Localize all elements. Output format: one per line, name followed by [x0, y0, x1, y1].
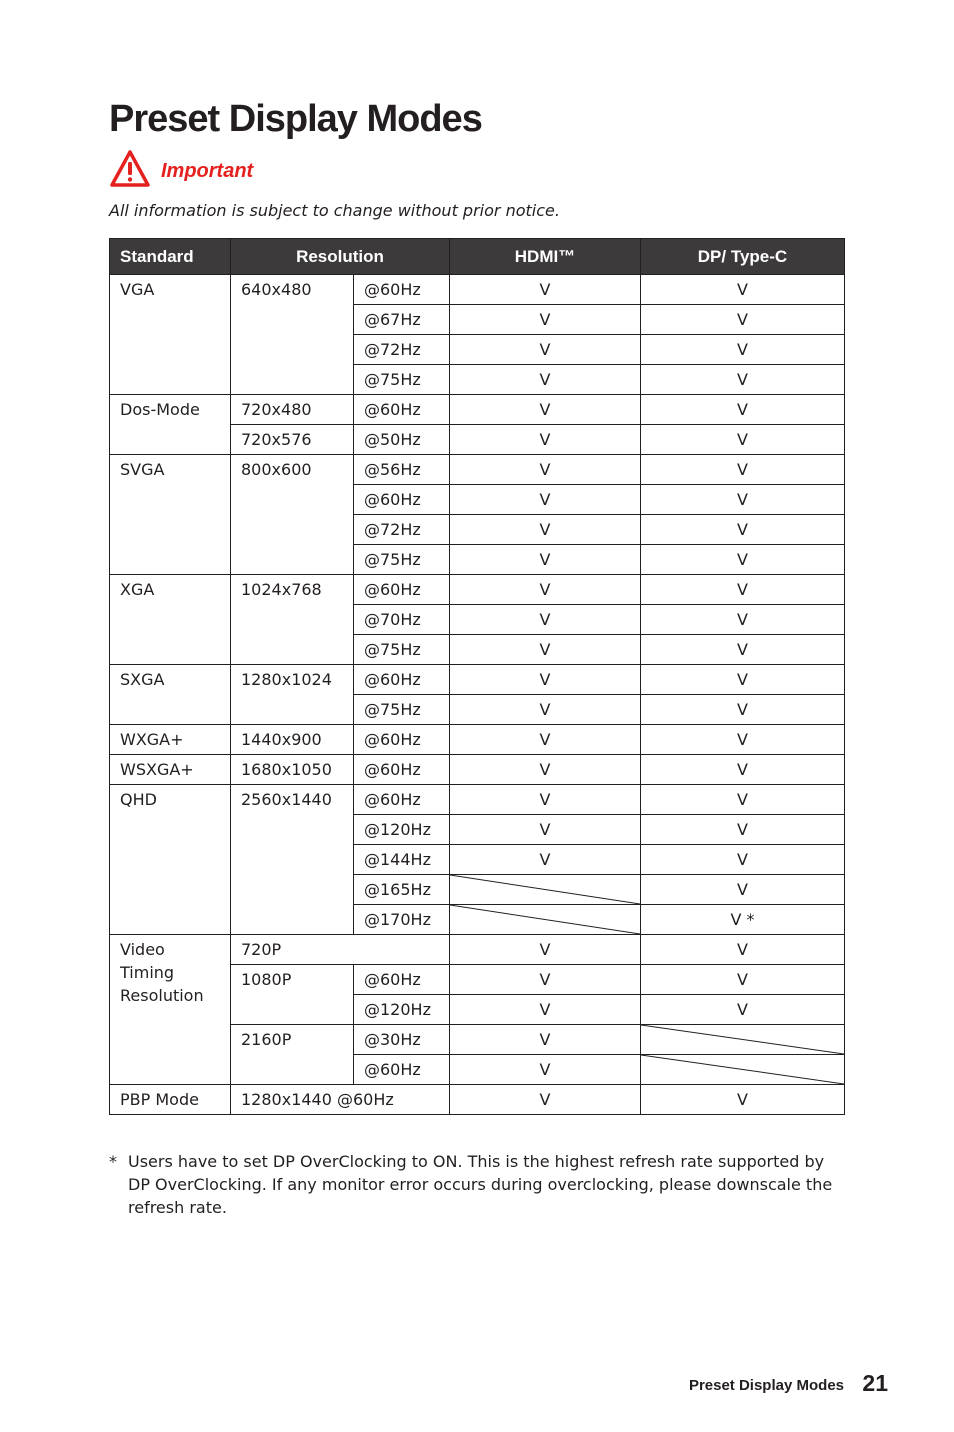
- dp-cell: V: [641, 395, 845, 425]
- refresh-cell: @120Hz: [354, 995, 450, 1025]
- refresh-cell: @60Hz: [354, 275, 450, 305]
- dp-cell: V: [641, 815, 845, 845]
- hdmi-cell: V: [450, 665, 641, 695]
- dp-cell: V: [641, 785, 845, 815]
- footnote-text: Users have to set DP OverClocking to ON. This is the highest refresh rate supported by DP OverClocking. If any monitor error occurs during overclocking, please downscale the refresh rate.: [128, 1152, 833, 1217]
- table-row: [110, 755, 845, 785]
- standard-cell: Video Timing Resolution: [110, 935, 231, 1085]
- refresh-cell: @75Hz: [354, 365, 450, 395]
- refresh-cell: @144Hz: [354, 845, 450, 875]
- table-row: [110, 455, 845, 485]
- refresh-cell: @72Hz: [354, 515, 450, 545]
- refresh-cell: @75Hz: [354, 635, 450, 665]
- refresh-cell: @70Hz: [354, 605, 450, 635]
- hdmi-cell: V: [450, 545, 641, 575]
- hdmi-cell: V: [450, 575, 641, 605]
- dp-cell: V: [641, 695, 845, 725]
- refresh-cell: @60Hz: [354, 725, 450, 755]
- page-number: 21: [862, 1370, 888, 1396]
- hdmi-cell: V: [450, 935, 641, 965]
- refresh-cell: @60Hz: [354, 965, 450, 995]
- table-row: [110, 665, 845, 695]
- refresh-cell: @67Hz: [354, 305, 450, 335]
- hdmi-cell: V: [450, 965, 641, 995]
- resolution-cell: 2160P: [231, 1025, 354, 1085]
- hdmi-cell: V: [450, 395, 641, 425]
- dp-cell: V: [641, 335, 845, 365]
- refresh-cell: @50Hz: [354, 425, 450, 455]
- resolution-cell: 720x480: [231, 395, 354, 425]
- dp-cell: V: [641, 545, 845, 575]
- dp-cell: V: [641, 575, 845, 605]
- refresh-cell: @60Hz: [354, 575, 450, 605]
- refresh-cell: @60Hz: [354, 755, 450, 785]
- hdmi-cell: V: [450, 305, 641, 335]
- dp-cell: V: [641, 635, 845, 665]
- dp-cell: V: [641, 875, 845, 905]
- refresh-cell: @75Hz: [354, 545, 450, 575]
- page-title: Preset Display Modes: [109, 98, 482, 140]
- dp-cell: V: [641, 305, 845, 335]
- dp-cell: V: [641, 275, 845, 305]
- resolution-cell: 800x600: [231, 455, 354, 575]
- dp-cell: V: [641, 725, 845, 755]
- hdmi-cell: V: [450, 845, 641, 875]
- hdmi-cell: V: [450, 425, 641, 455]
- hdmi-cell: V: [450, 485, 641, 515]
- standard-cell: SXGA: [110, 665, 231, 725]
- standard-cell: PBP Mode: [110, 1085, 231, 1115]
- standard-cell: WXGA+: [110, 725, 231, 755]
- dp-cell: V: [641, 935, 845, 965]
- header-standard: Standard: [110, 239, 231, 275]
- footnote-marker: *: [109, 1152, 117, 1171]
- refresh-cell: @60Hz: [354, 785, 450, 815]
- dp-cell: V: [641, 605, 845, 635]
- resolution-cell: 1280x1440 @60Hz: [231, 1085, 450, 1115]
- refresh-cell: @60Hz: [354, 665, 450, 695]
- refresh-cell: @72Hz: [354, 335, 450, 365]
- hdmi-cell: V: [450, 695, 641, 725]
- hdmi-cell: V: [450, 725, 641, 755]
- standard-cell: SVGA: [110, 455, 231, 575]
- resolution-cell: 640x480: [231, 275, 354, 395]
- resolution-cell: 1024x768: [231, 575, 354, 665]
- refresh-cell: @30Hz: [354, 1025, 450, 1055]
- resolution-cell: 1280x1024: [231, 665, 354, 725]
- hdmi-unsupported-cell: [450, 875, 641, 905]
- refresh-cell: @120Hz: [354, 815, 450, 845]
- refresh-cell: @165Hz: [354, 875, 450, 905]
- table-row: [110, 575, 845, 605]
- table-row: [110, 1085, 845, 1115]
- resolution-cell: 720P: [231, 935, 450, 965]
- standard-cell: Dos-Mode: [110, 395, 231, 455]
- refresh-cell: @60Hz: [354, 1055, 450, 1085]
- footnote: [109, 1150, 849, 1219]
- standard-cell: WSXGA+: [110, 755, 231, 785]
- hdmi-cell: V: [450, 1025, 641, 1055]
- hdmi-cell: V: [450, 635, 641, 665]
- header-dp: DP/ Type-C: [641, 239, 845, 275]
- header-resolution: Resolution: [231, 239, 450, 275]
- refresh-cell: @60Hz: [354, 395, 450, 425]
- resolution-cell: 2560x1440: [231, 785, 354, 935]
- resolution-cell: 1080P: [231, 965, 354, 1025]
- hdmi-cell: V: [450, 275, 641, 305]
- preset-modes-table: [109, 238, 845, 1115]
- dp-cell: V *: [641, 905, 845, 935]
- hdmi-cell: V: [450, 1085, 641, 1115]
- dp-cell: V: [641, 365, 845, 395]
- dp-cell: V: [641, 755, 845, 785]
- important-label: Important: [161, 159, 254, 182]
- table-row: [110, 725, 845, 755]
- hdmi-cell: V: [450, 1055, 641, 1085]
- hdmi-cell: V: [450, 815, 641, 845]
- standard-cell: XGA: [110, 575, 231, 665]
- dp-cell: V: [641, 845, 845, 875]
- dp-unsupported-cell: [641, 1025, 845, 1055]
- hdmi-cell: V: [450, 455, 641, 485]
- standard-cell: VGA: [110, 275, 231, 395]
- dp-cell: V: [641, 455, 845, 485]
- header-hdmi: HDMI™: [450, 239, 641, 275]
- footer-section-label: Preset Display Modes: [688, 1377, 844, 1394]
- table-row: [110, 785, 845, 815]
- resolution-cell: 1680x1050: [231, 755, 354, 785]
- hdmi-unsupported-cell: [450, 905, 641, 935]
- hdmi-cell: V: [450, 335, 641, 365]
- dp-cell: V: [641, 1085, 845, 1115]
- hdmi-cell: V: [450, 755, 641, 785]
- dp-cell: V: [641, 425, 845, 455]
- hdmi-cell: V: [450, 785, 641, 815]
- hdmi-cell: V: [450, 995, 641, 1025]
- dp-cell: V: [641, 515, 845, 545]
- refresh-cell: @170Hz: [354, 905, 450, 935]
- resolution-cell: 720x576: [231, 425, 354, 455]
- dp-cell: V: [641, 995, 845, 1025]
- dp-cell: V: [641, 965, 845, 995]
- refresh-cell: @56Hz: [354, 455, 450, 485]
- dp-unsupported-cell: [641, 1055, 845, 1085]
- table-row: [110, 395, 845, 425]
- table-row: [110, 935, 845, 965]
- refresh-cell: @60Hz: [354, 485, 450, 515]
- important-callout: [109, 150, 253, 192]
- hdmi-cell: V: [450, 605, 641, 635]
- dp-cell: V: [641, 485, 845, 515]
- warning-icon: [109, 149, 151, 193]
- table-row: [110, 275, 845, 305]
- hdmi-cell: V: [450, 515, 641, 545]
- resolution-cell: 1440x900: [231, 725, 354, 755]
- hdmi-cell: V: [450, 365, 641, 395]
- dp-cell: V: [641, 665, 845, 695]
- notice-text: All information is subject to change without prior notice.: [109, 201, 560, 220]
- table-header-row: [110, 239, 845, 275]
- refresh-cell: @75Hz: [354, 695, 450, 725]
- standard-cell: QHD: [110, 785, 231, 935]
